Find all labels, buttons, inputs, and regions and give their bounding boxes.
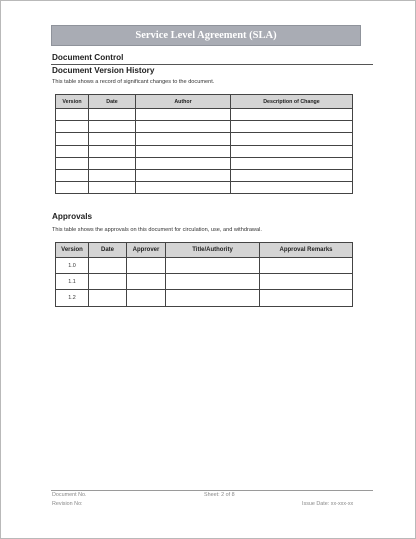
document-title: Service Level Agreement (SLA) — [51, 25, 361, 46]
author-cell[interactable] — [136, 133, 231, 145]
table-header-row — [56, 243, 353, 258]
version-cell[interactable] — [56, 109, 89, 121]
table-row — [56, 133, 353, 145]
date-cell[interactable] — [89, 182, 136, 194]
version-history-description: This table shows a record of significant changes to the document. — [52, 79, 215, 85]
footer-sheet-number: Sheet: 2 of 8 — [204, 492, 235, 498]
author-cell[interactable] — [136, 109, 231, 121]
table-row — [56, 145, 353, 157]
table-row — [56, 109, 353, 121]
description-cell[interactable] — [231, 169, 353, 181]
description-cell[interactable] — [231, 109, 353, 121]
author-cell[interactable] — [136, 145, 231, 157]
approvals-table — [55, 242, 353, 307]
column-header-description: Description of Change — [231, 95, 353, 109]
column-header-date: Date — [89, 95, 136, 109]
version-cell[interactable] — [56, 157, 89, 169]
table-row — [56, 182, 353, 194]
heading-divider — [51, 64, 373, 65]
column-header-title-authority: Title/Authority — [166, 243, 260, 258]
footer-document-no: Document No. — [52, 492, 87, 498]
date-cell[interactable] — [89, 121, 136, 133]
column-header-author: Author — [136, 95, 231, 109]
table-header-row — [56, 95, 353, 109]
title-authority-cell[interactable] — [166, 290, 260, 306]
author-cell[interactable] — [136, 169, 231, 181]
description-cell[interactable] — [231, 133, 353, 145]
table-row — [56, 290, 353, 306]
column-header-version: Version — [56, 95, 89, 109]
date-cell[interactable] — [89, 274, 127, 290]
date-cell[interactable] — [89, 133, 136, 145]
title-authority-cell[interactable] — [166, 258, 260, 274]
version-history-heading: Document Version History — [52, 66, 155, 75]
date-cell[interactable] — [89, 290, 127, 306]
table-row — [56, 169, 353, 181]
table-row — [56, 121, 353, 133]
footer-revision-no: Revision No: — [52, 501, 83, 507]
footer-divider — [51, 490, 373, 491]
approval-remarks-cell[interactable] — [260, 258, 353, 274]
date-cell[interactable] — [89, 169, 136, 181]
approver-cell[interactable] — [127, 274, 166, 290]
version-history-table — [55, 94, 353, 194]
version-cell[interactable] — [56, 121, 89, 133]
version-cell[interactable] — [56, 182, 89, 194]
table-row — [56, 157, 353, 169]
document-control-heading: Document Control — [52, 53, 124, 62]
approver-cell[interactable] — [127, 290, 166, 306]
date-cell[interactable] — [89, 157, 136, 169]
version-cell[interactable] — [56, 133, 89, 145]
approval-remarks-cell[interactable] — [260, 290, 353, 306]
author-cell[interactable] — [136, 121, 231, 133]
column-header-version: Version — [56, 243, 89, 258]
description-cell[interactable] — [231, 182, 353, 194]
description-cell[interactable] — [231, 121, 353, 133]
date-cell[interactable] — [89, 145, 136, 157]
title-authority-cell[interactable] — [166, 274, 260, 290]
table-row — [56, 274, 353, 290]
approval-remarks-cell[interactable] — [260, 274, 353, 290]
footer-issue-date: Issue Date: xx-xxx-xx — [302, 501, 354, 507]
table-row — [56, 258, 353, 274]
author-cell[interactable] — [136, 182, 231, 194]
date-cell[interactable] — [89, 258, 127, 274]
version-cell: 1.1 — [56, 274, 89, 290]
version-cell: 1.2 — [56, 290, 89, 306]
author-cell[interactable] — [136, 157, 231, 169]
approvals-description: This table shows the approvals on this document for circulation, use, and withdrawal. — [52, 227, 262, 233]
date-cell[interactable] — [89, 109, 136, 121]
column-header-approval-remarks: Approval Remarks — [260, 243, 353, 258]
approver-cell[interactable] — [127, 258, 166, 274]
column-header-date: Date — [89, 243, 127, 258]
version-cell[interactable] — [56, 169, 89, 181]
description-cell[interactable] — [231, 145, 353, 157]
description-cell[interactable] — [231, 157, 353, 169]
version-cell: 1.0 — [56, 258, 89, 274]
column-header-approver: Approver — [127, 243, 166, 258]
version-cell[interactable] — [56, 145, 89, 157]
approvals-heading: Approvals — [52, 212, 93, 221]
